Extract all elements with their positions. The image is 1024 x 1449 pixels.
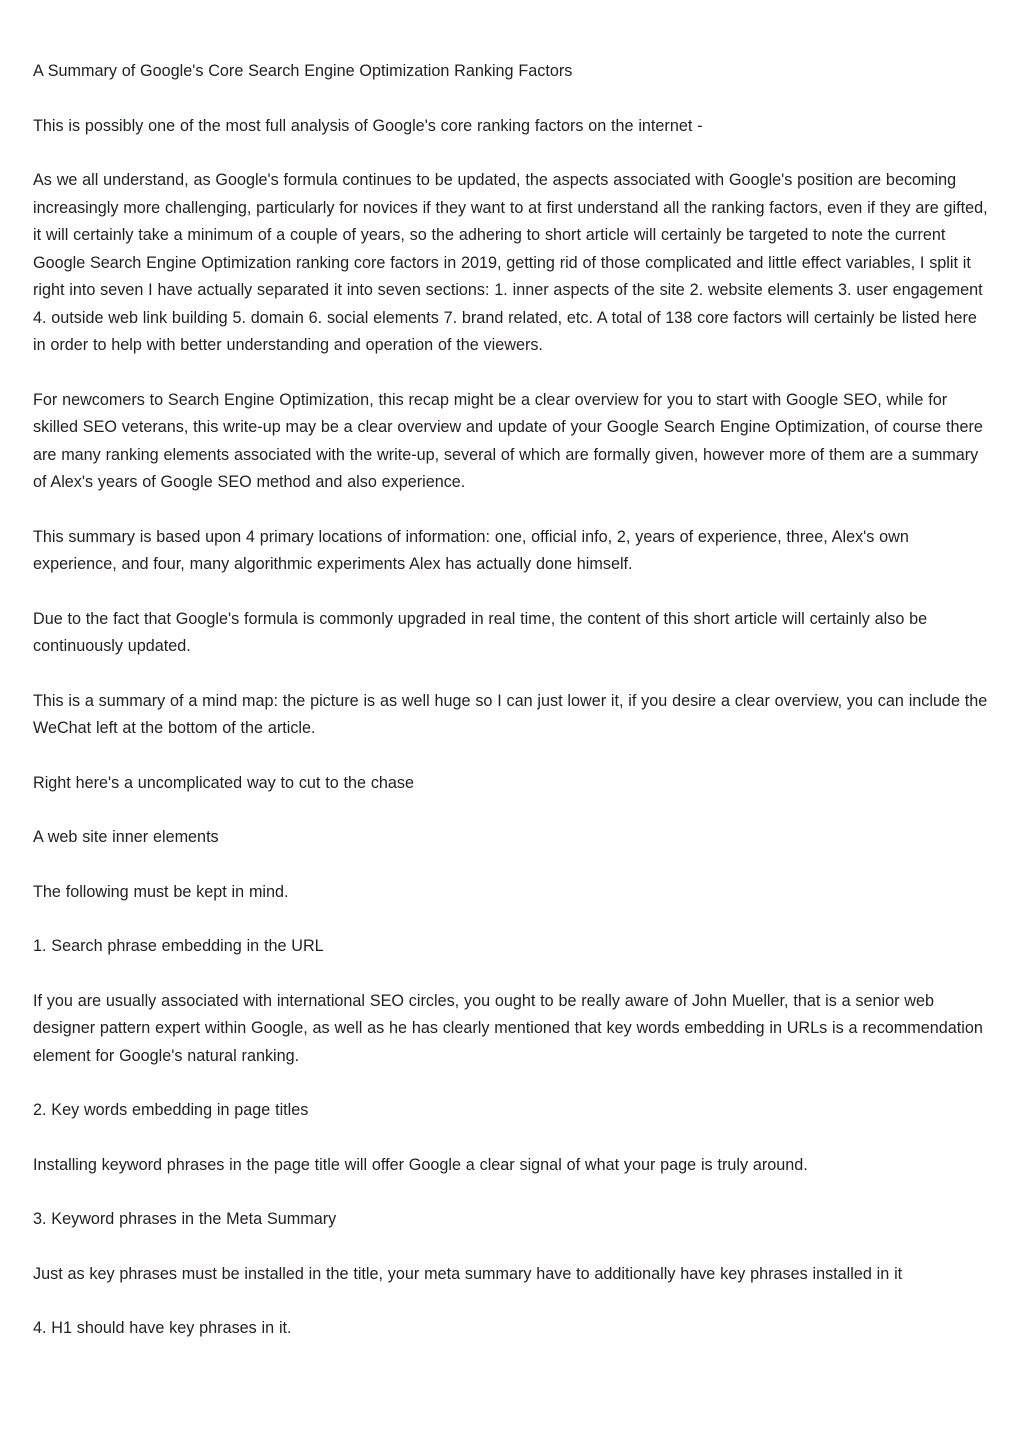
document-body: [33, 58, 991, 1343]
list-item-3-body: Just as key phrases must be installed in the title, your meta summary have to additionally have key phrases installed in it: [33, 1264, 903, 1283]
page-title: A Summary of Google's Core Search Engine Optimization Ranking Factors: [33, 62, 573, 80]
paragraph-updates: Due to the fact that Google's formula is commonly upgraded in real time, the content of this short article will certainly also be continuously updated.: [33, 609, 928, 655]
list-item-1-heading: 1. Search phrase embedding in the URL: [33, 937, 324, 955]
list-item-1-body: If you are usually associated with international SEO circles, you ought to be really aware of John Mueller, that is a senior web designer pattern expert within Google, as well as he has clearly mentioned that key words embedding in URLs is a recommendation element for Google's natural ranking.: [33, 991, 983, 1065]
paragraph-cut-to-chase: Right here's a uncomplicated way to cut to the chase: [33, 773, 415, 792]
paragraph-newcomers: For newcomers to Search Engine Optimization, this recap might be a clear overview for you to start with Google SEO, while for skilled SEO veterans, this write-up may be a clear overview and update of your Google Search Engine Optimization, of course there are many ranking elements associated with the write-up, several of which are formally given, however more of them are a summary of Alex's years of Google SEO method and also experience.: [33, 390, 983, 491]
paragraph-mindmap: This is a summary of a mind map: the picture is as well huge so I can just lower it, if you desire a clear overview, you can include the WeChat left at the bottom of the article.: [33, 691, 988, 737]
list-item-2-heading: 2. Key words embedding in page titles: [33, 1101, 309, 1119]
paragraph-intro: This is possibly one of the most full analysis of Google's core ranking factors on the internet -: [33, 116, 703, 135]
paragraph-keep-in-mind: The following must be kept in mind.: [33, 882, 289, 901]
list-item-3-heading: 3. Keyword phrases in the Meta Summary: [33, 1210, 337, 1228]
section-heading-inner-elements: A web site inner elements: [33, 828, 219, 846]
paragraph-overview: As we all understand, as Google's formula continues to be updated, the aspects associated with Google's position are becoming increasingly more challenging, particularly for novices if they want to at first understand all the ranking factors, even if they are gifted, it will certainly take a minimum of a couple of years, so the adhering to short article will certainly be targeted to note the current Google Search Engine Optimization ranking core factors in 2019, getting rid of those complicated and little effect variables, I split it right into seven I have actually separated it into seven sections: 1. inner aspects of the site 2. website elements 3. user engagement 4. outside web link building 5. domain 6. social elements 7. brand related, etc. A total of 138 core factors will certainly be listed here in order to help with better understanding and operation of the viewers.: [33, 171, 988, 354]
list-item-2-body: Installing keyword phrases in the page title will offer Google a clear signal of what your page is truly around.: [33, 1155, 808, 1174]
paragraph-sources: This summary is based upon 4 primary locations of information: one, official info, 2, years of experience, three, Alex's own experience, and four, many algorithmic experiments Alex has actually done himself.: [33, 527, 909, 573]
list-item-4-heading: 4. H1 should have key phrases in it.: [33, 1319, 292, 1337]
